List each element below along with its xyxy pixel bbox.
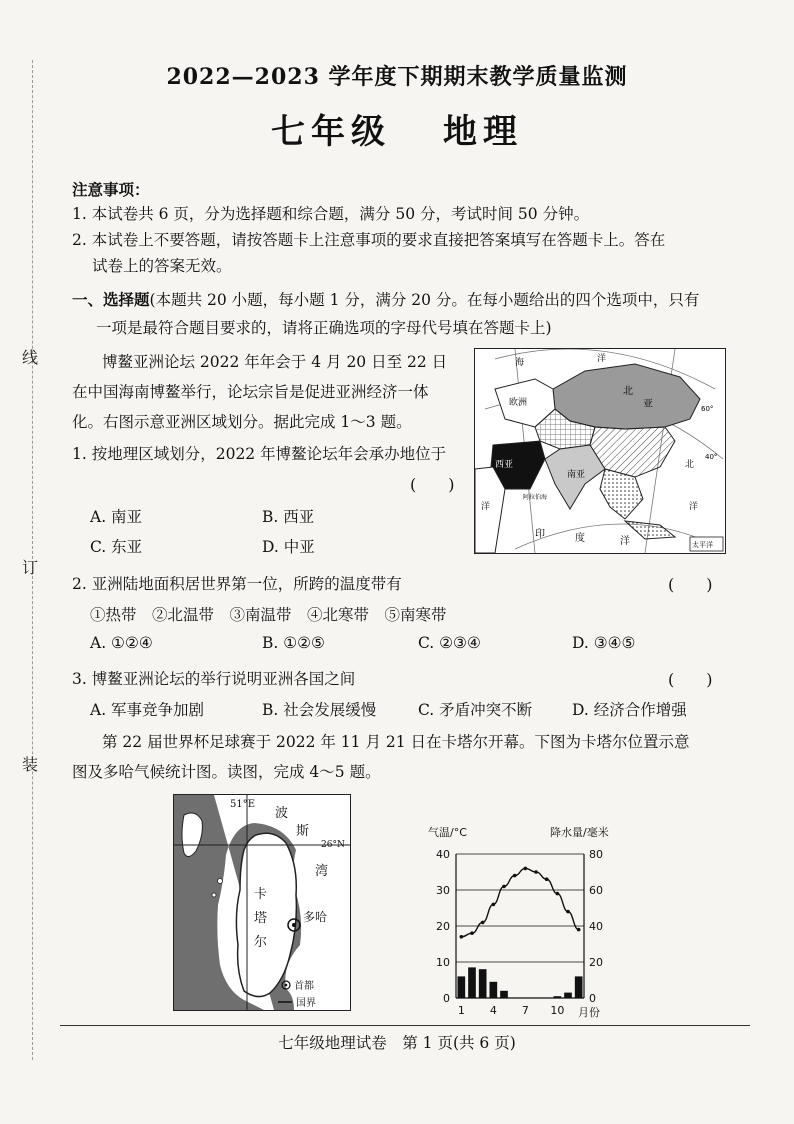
passage1-line2: 在中国海南博鳌举行，论坛宗旨是促进亚洲经济一体 xyxy=(72,383,429,401)
temp-tick-label: 40 xyxy=(436,848,450,861)
q3-option-c: C. 矛盾冲突不断 xyxy=(418,701,533,719)
q1-option-c: C. 东亚 xyxy=(90,538,143,556)
qatar-map-legend-capital: 首都 xyxy=(294,981,314,992)
q1-option-a: A. 南亚 xyxy=(90,508,143,526)
qatar-map-country-1: 卡 xyxy=(254,887,268,902)
qatar-location-map xyxy=(173,794,351,1011)
precip-bar xyxy=(575,976,583,998)
temperature-point xyxy=(577,928,581,932)
month-tick-label: 1 xyxy=(457,1004,465,1017)
qatar-map-country-2: 塔 xyxy=(254,911,268,926)
section-title: 一、选择题 xyxy=(72,290,150,309)
precip-bar xyxy=(554,996,562,998)
section-heading xyxy=(72,288,699,310)
precip-tick-label: 60 xyxy=(589,884,603,897)
qatar-map-gulf-2: 斯 xyxy=(296,824,310,839)
temperature-point xyxy=(492,903,496,907)
asia-map-label-arabian: 阿拉伯海 xyxy=(523,494,548,501)
q3-stem: 3. 博鳌亚洲论坛的举行说明亚洲各国之间 xyxy=(72,670,356,688)
q1-option-b: B. 西亚 xyxy=(262,508,315,526)
temperature-point xyxy=(481,921,485,925)
temperature-point xyxy=(460,935,464,939)
asia-map-label-tropic: 洋 xyxy=(481,502,491,512)
passage1-line1: 博鳌亚洲论坛 2022 年年会于 4 月 20 日至 22 日 xyxy=(102,353,448,371)
temp-tick-label: 30 xyxy=(436,884,450,897)
asia-map-label-pacific: 太平洋 xyxy=(692,541,713,549)
notice-item-2: 2. 本试卷上不要答题，请按答题卡上注意事项的要求直接把答案填写在答题卡上。答在 xyxy=(72,231,666,249)
asia-map-label-south: 南亚 xyxy=(567,470,586,480)
q1-stem: 1. 按地理区域划分，2022 年博鳌论坛年会承办地位于 xyxy=(72,445,447,463)
precip-tick-label: 80 xyxy=(589,848,603,861)
asia-map-label-west: 西亚 xyxy=(495,460,514,470)
precip-bar xyxy=(490,982,498,998)
asia-map-label-north-1: 北 xyxy=(623,386,633,397)
precip-tick-label: 0 xyxy=(589,992,596,1005)
climate-chart-svg xyxy=(420,822,620,1022)
asia-map-svg xyxy=(475,349,725,553)
temperature-point xyxy=(556,892,560,896)
precip-bar xyxy=(500,991,508,998)
temperature-point xyxy=(502,885,506,889)
month-tick-label: 4 xyxy=(489,1004,497,1017)
binding-mark-zhuang: 装 xyxy=(22,755,39,774)
binding-mark-ding: 订 xyxy=(22,558,39,577)
exam-subtitle xyxy=(0,104,794,153)
precip-tick-label: 20 xyxy=(589,956,603,969)
section-desc: (本题共 20 小题，每小题 1 分，满分 20 分。在每小题给出的四个选项中，只有 xyxy=(149,291,700,309)
qatar-map-lat-label: 26°N xyxy=(321,840,345,850)
q2-option-a: A. ①②④ xyxy=(90,634,153,652)
asia-map-label-ocean2: 洋 xyxy=(689,502,699,512)
asia-map-label-north: 北 xyxy=(685,460,695,470)
x-unit-label: 月份 xyxy=(578,1006,600,1019)
qatar-map-legend-border: 国界 xyxy=(296,998,316,1009)
precip-bar xyxy=(458,976,466,998)
qatar-map-svg xyxy=(174,795,350,1010)
doha-climate-chart xyxy=(420,822,620,1022)
qatar-map-country-3: 尔 xyxy=(254,935,268,950)
temperature-point xyxy=(566,910,570,914)
precip-bar xyxy=(564,993,572,998)
footer-rule xyxy=(60,1025,750,1026)
grade-label: 七年级 xyxy=(271,112,391,152)
temperature-line xyxy=(461,868,578,936)
qatar-map-capital-label: 多哈 xyxy=(303,910,328,924)
temp-tick-label: 10 xyxy=(436,956,450,969)
temp-tick-label: 0 xyxy=(443,992,450,1005)
temp-tick-label: 20 xyxy=(436,920,450,933)
temp-axis-label: 气温/°C xyxy=(428,826,467,839)
precip-tick-label: 40 xyxy=(589,920,603,933)
q2-answer-paren: ( ) xyxy=(668,575,713,594)
section-desc-cont: 一项是最符合题目要求的，请将正确选项的字母代号填在答题卡上) xyxy=(96,319,552,337)
q3-answer-paren: ( ) xyxy=(668,670,713,689)
binding-mark-xian: 线 xyxy=(22,348,39,367)
passage2-line1: 第 22 届世界杯足球赛于 2022 年 11 月 21 日在卡塔尔开幕。下图为卡塔尔位置示意 xyxy=(102,733,690,751)
asia-map-label-north-2: 亚 xyxy=(643,399,653,410)
temperature-point xyxy=(470,931,474,935)
q2-stem: 2. 亚洲陆地面积居世界第一位，所跨的温度带有 xyxy=(72,575,402,593)
asia-map-label-india-2: 度 xyxy=(575,533,585,544)
asia-region-map xyxy=(474,348,726,554)
q1-option-d: D. 中亚 xyxy=(262,538,315,556)
q2-option-c: C. ②③④ xyxy=(418,634,481,652)
asia-map-label-india-1: 印 xyxy=(535,529,545,540)
q2-option-d: D. ③④⑤ xyxy=(572,634,636,652)
q3-option-a: A. 军事竞争加剧 xyxy=(90,701,205,719)
q2-option-b: B. ①②⑤ xyxy=(262,634,325,652)
temperature-point xyxy=(545,877,549,881)
asia-map-label-deg40: 40° xyxy=(705,453,718,461)
asia-map-label-ocean: 洋 xyxy=(620,536,630,547)
precip-bar xyxy=(479,969,487,998)
precip-bar xyxy=(468,967,476,998)
subject-label: 地理 xyxy=(443,112,523,152)
temperature-point xyxy=(524,867,528,871)
q2-zone-list: ①热带 ②北温带 ③南温带 ④北寒带 ⑤南寒带 xyxy=(90,606,447,624)
precip-axis-label: 降水量/毫米 xyxy=(550,826,609,839)
temperature-point xyxy=(534,870,538,874)
asia-map-label-europe: 欧洲 xyxy=(509,398,528,408)
passage1-line3: 化。右图示意亚洲区域划分。据此完成 1～3 题。 xyxy=(72,413,412,431)
asia-map-label-sea: 海 xyxy=(515,358,525,368)
notice-item-1: 1. 本试卷共 6 页，分为选择题和综合题，满分 50 分，考试时间 50 分钟。 xyxy=(72,205,590,223)
asia-map-label-deg60: 60° xyxy=(701,405,714,413)
qatar-map-lon-label: 51°E xyxy=(230,799,256,810)
notice-heading: 注意事项： xyxy=(72,180,150,199)
q1-answer-paren: ( ) xyxy=(410,475,455,494)
month-tick-label: 7 xyxy=(521,1004,529,1017)
asia-map-label-arctic: 洋 xyxy=(597,354,607,364)
qatar-map-gulf-1: 波 xyxy=(275,806,289,821)
notice-item-2-cont: 试卷上的答案无效。 xyxy=(92,257,232,275)
month-tick-label: 10 xyxy=(550,1004,565,1017)
qatar-map-gulf-3: 湾 xyxy=(315,864,329,879)
passage2-line2: 图及多哈气候统计图。读图，完成 4～5 题。 xyxy=(72,763,381,781)
page-footer: 七年级地理试卷 第 1 页(共 6 页) xyxy=(278,1034,516,1052)
q3-option-b: B. 社会发展缓慢 xyxy=(262,701,377,719)
q3-option-d: D. 经济合作增强 xyxy=(572,701,687,719)
temperature-point xyxy=(513,874,517,878)
exam-title: 2022—2023 学年度下期期末教学质量监测 xyxy=(166,64,628,90)
